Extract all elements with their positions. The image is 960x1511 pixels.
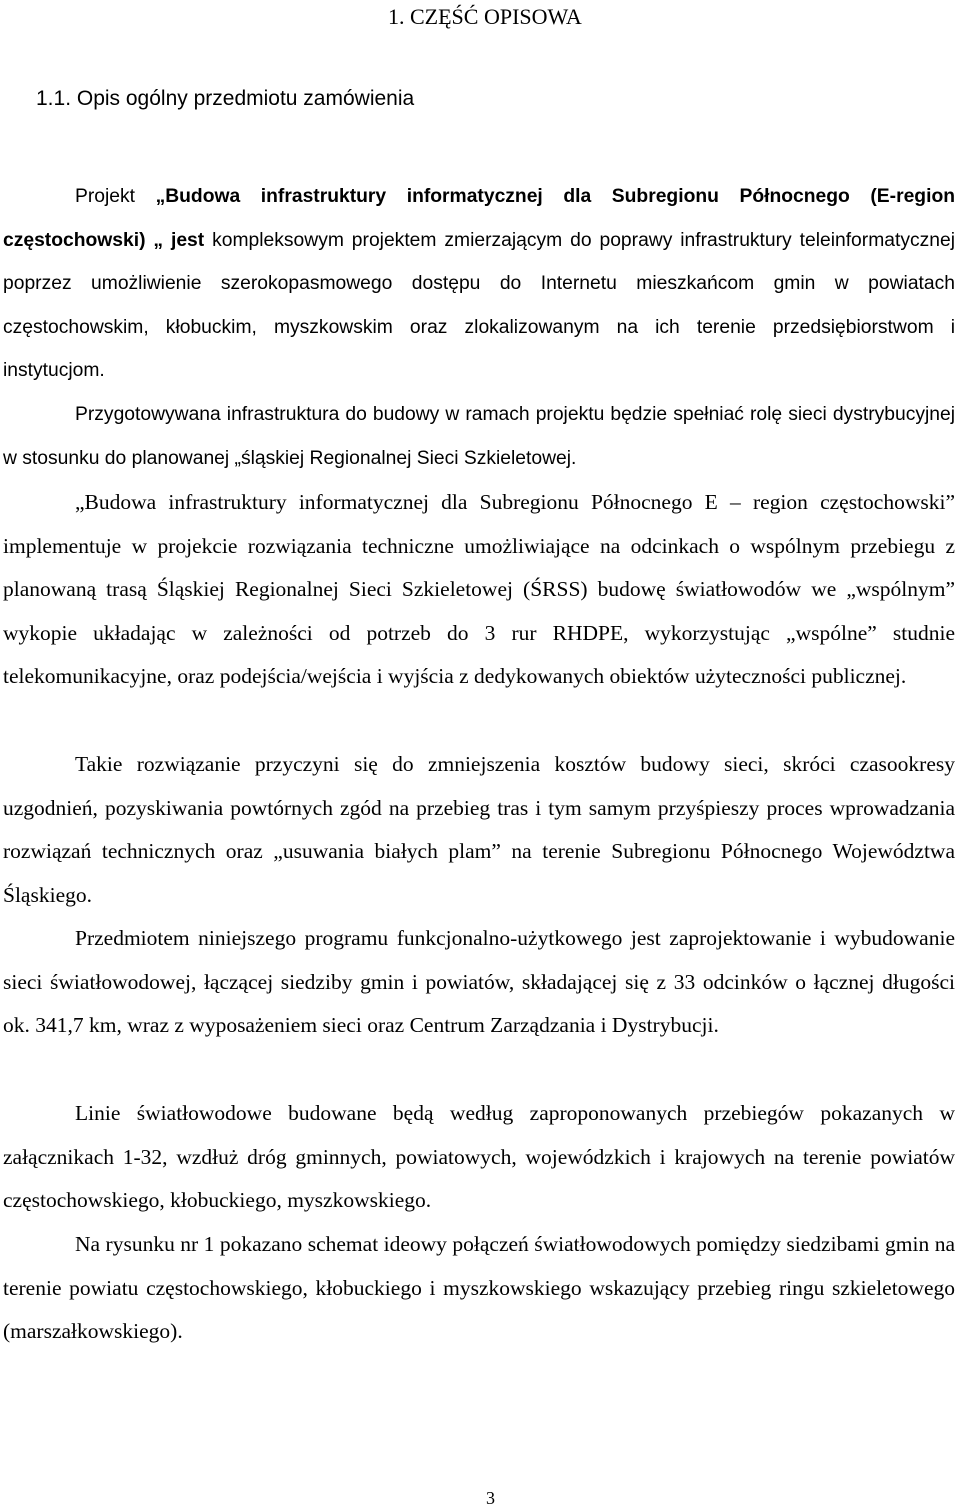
paragraph-body: kompleksowym projektem zmierzającym do poprawy infrastruktury teleinformatycznej poprzez umożliwienie szerokopasmowego dostępu do Internetu mieszkańcom gmin w powiatach częstochowskim, kłobuckim, myszkowskim oraz zlokalizowanym na ich terenie przedsiębiorstwom i instytucjom. bbox=[3, 229, 955, 381]
subsection-heading: 1.1. Opis ogólny przedmiotu zamówienia bbox=[36, 87, 415, 110]
project-title: „Budowa infrastruktury informatycznej dla Subregionu Północnego (E-region częstochowski) „ jest bbox=[3, 186, 955, 251]
page-number: 3 bbox=[486, 1488, 495, 1508]
paragraph-lead: Projekt bbox=[75, 186, 156, 207]
paragraph-distribution-network: Przygotowywana infrastruktura do budowy w ramach projektu będzie spełniać rolę sieci dystrybucyjnej w stosunku do planowanej „śląskiej Regionalnej Sieci Szkieletowej. bbox=[3, 404, 955, 469]
paragraph-fiber-lines: Linie światłowodowe budowane będą według zaproponowanych przebiegów pokazanych w załącznikach 1-32, wzdłuż dróg gminnych, powiatowych, wojewódzkich i krajowych na terenie powiatów częstochowskiego, kłobuckiego, myszkowskiego. bbox=[3, 1101, 955, 1212]
paragraph-cost-reduction: Takie rozwiązanie przyczyni się do zmniejszenia kosztów budowy sieci, skróci czasookresy uzgodnień, pozyskiwania powtórnych zgód na przebieg tras i tym samym przyśpieszy proces wprowadzania rozwiązań technicznych oraz „usuwania białych plam” na terenie Subregionu Północnego Województwa Śląskiego. bbox=[3, 752, 955, 907]
paragraph-project-intro bbox=[3, 175, 955, 393]
paragraph-subject: Przedmiotem niniejszego programu funkcjonalno-użytkowego jest zaprojektowanie i wybudowanie sieci światłowodowej, łączącej siedziby gmin i powiatów, składającej się z 33 odcinków o łącznej długości ok. 341,7 km, wraz z wyposażeniem sieci oraz Centrum Zarządzania i Dystrybucji. bbox=[3, 926, 955, 1037]
paragraph-implementation: „Budowa infrastruktury informatycznej dla Subregionu Północnego E – region częstochowski” implementuje w projekcie rozwiązania techniczne umożliwiające na odcinkach o wspólnym przebiegu z planowaną trasą Śląskiej Regionalnej Sieci Szkieletowej (ŚRSS) budowę światłowodów we „wspólnym” wykopie układając w zależności od potrzeb do 3 rur RHDPE, wykorzystując „wspólne” studnie telekomunikacyjne, oraz podejścia/wejścia i wyjścia z dedykowanych obiektów użyteczności publicznej. bbox=[3, 490, 955, 688]
paragraph-figure-reference: Na rysunku nr 1 pokazano schemat ideowy połączeń światłowodowych pomiędzy siedzibami gmin na terenie powiatu częstochowskiego, kłobuckiego i myszkowskiego wskazujący przebieg ringu szkieletowego (marszałkowskiego). bbox=[3, 1232, 955, 1343]
section-heading: 1. CZĘŚĆ OPISOWA bbox=[388, 4, 582, 29]
